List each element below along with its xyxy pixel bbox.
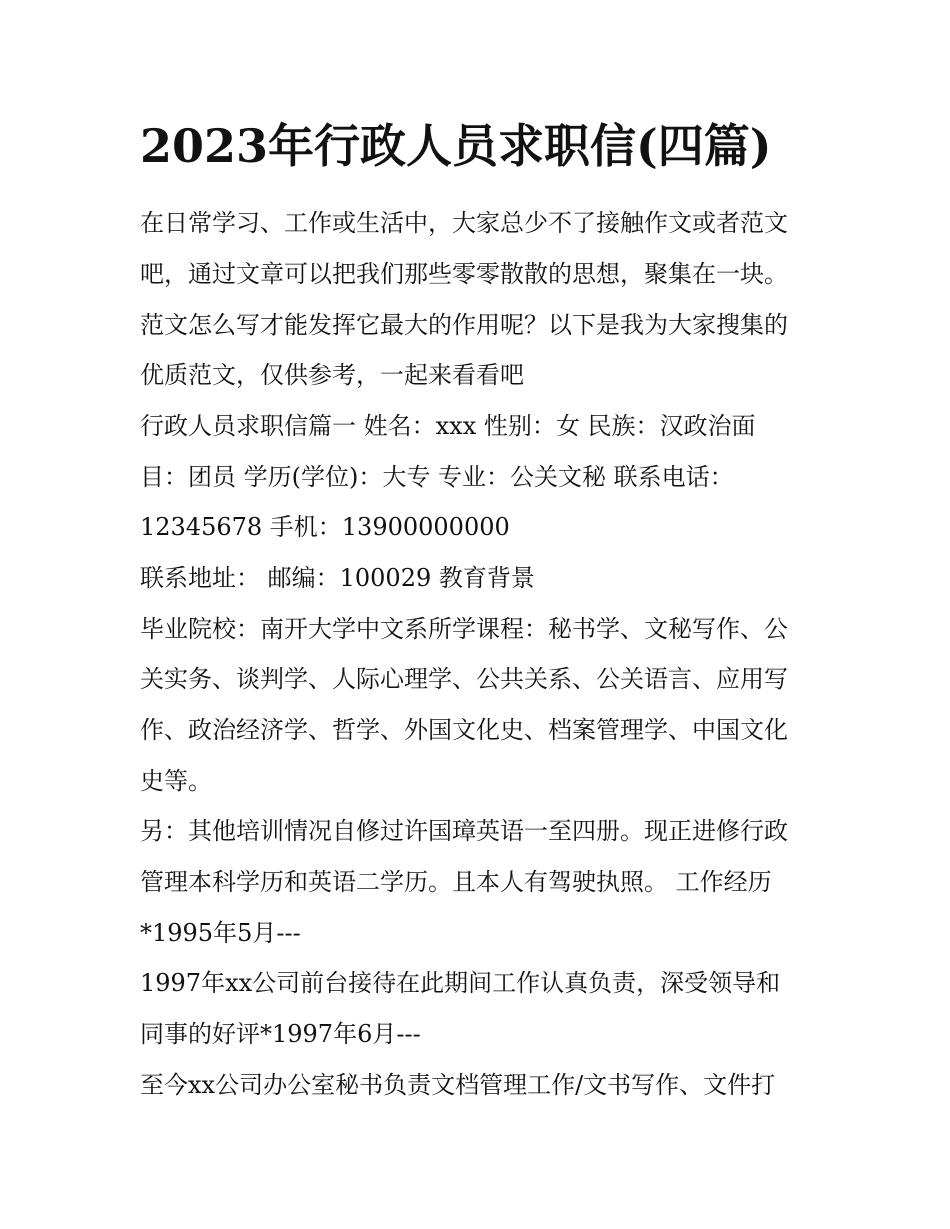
body-line-13: 另：其他培训情况自修过许国璋英语一至四册。现正进修行政: [140, 817, 788, 845]
body-line-12: 史等。: [140, 767, 212, 795]
body-line-7: 12345678 手机：13900000000: [140, 513, 510, 541]
body-line-2: 吧，通过文章可以把我们那些零零散散的思想，聚集在一块。: [140, 260, 788, 288]
body-line-16: 1997年xx公司前台接待在此期间工作认真负责，深受领导和: [140, 969, 781, 997]
body-line-9: 毕业院校：南开大学中文系所学课程：秘书学、文秘写作、公: [140, 615, 788, 643]
body-line-14: 管理本科学历和英语二学历。且本人有驾驶执照。 工作经历: [140, 868, 772, 896]
body-line-3: 范文怎么写才能发挥它最大的作用呢？以下是我为大家搜集的: [140, 311, 788, 339]
body-line-8: 联系地址： 邮编：100029 教育背景: [140, 564, 535, 592]
body-line-10: 关实务、谈判学、人际心理学、公共关系、公关语言、应用写: [140, 665, 788, 693]
body-line-18: 至今xx公司办公室秘书负责文档管理工作/文书写作、文件打: [140, 1071, 776, 1099]
body-line-11: 作、政治经济学、哲学、外国文化史、档案管理学、中国文化: [140, 716, 788, 744]
body-line-1: 在日常学习、工作或生活中，大家总少不了接触作文或者范文: [140, 209, 788, 237]
document-title: 2023年行政人员求职信(四篇): [140, 119, 772, 173]
body-line-15: *1995年5月---: [140, 919, 301, 947]
body-line-17: 同事的好评*1997年6月---: [140, 1020, 421, 1048]
body-line-4: 优质范文，仅供参考，一起来看看吧: [140, 361, 524, 389]
body-line-5: 行政人员求职信篇一 姓名：xxx 性别：女 民族：汉政治面: [140, 412, 756, 440]
body-line-6: 目：团员 学历(学位)：大专 专业：公关文秘 联系电话：: [140, 463, 734, 491]
